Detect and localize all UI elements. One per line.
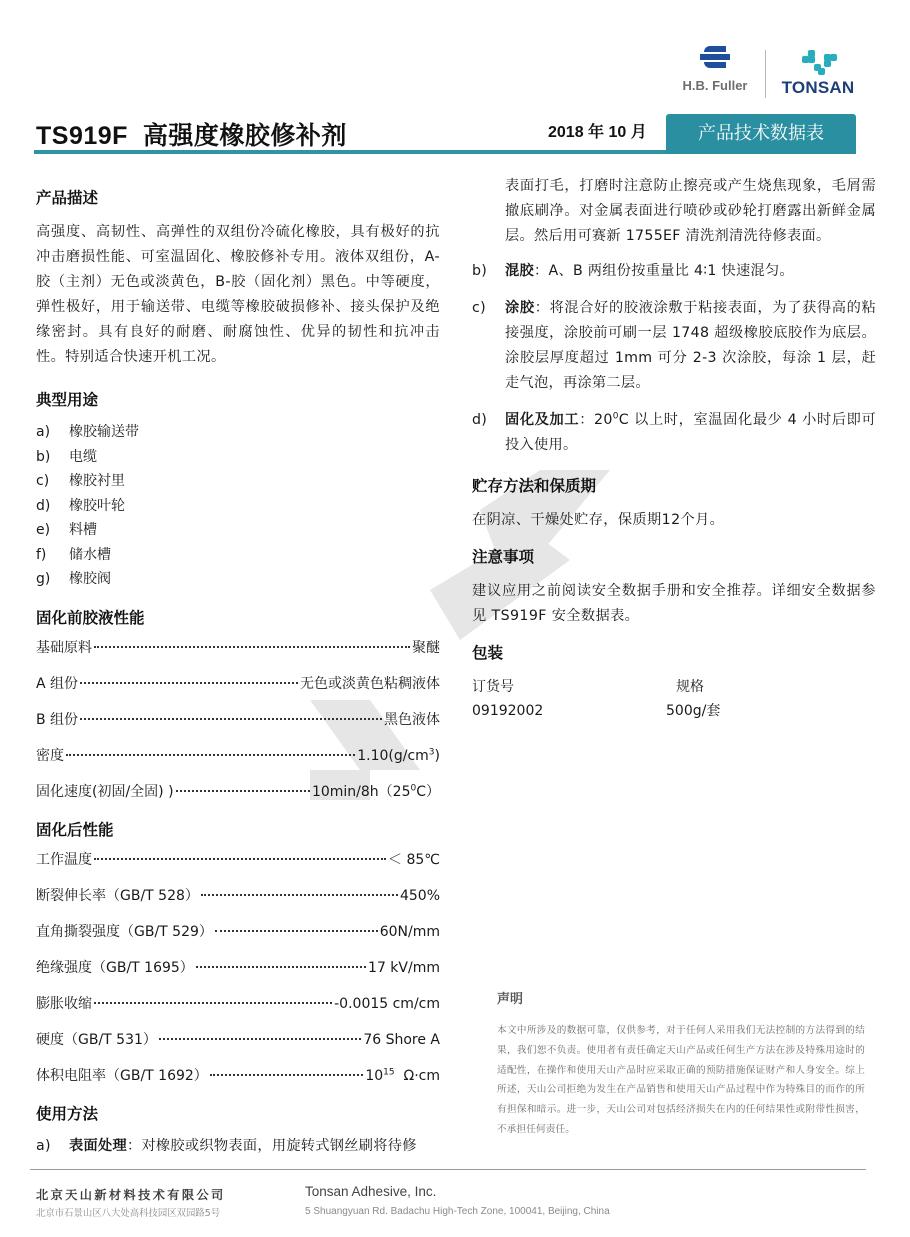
list-text: 电缆: [69, 448, 97, 465]
tonsan-name: TONSAN: [781, 78, 855, 97]
list-item: [36, 445, 440, 470]
packaging-title: 包装: [472, 644, 504, 662]
table-header: 规格: [676, 679, 704, 695]
spec-row: [36, 986, 440, 1022]
list-marker: a): [36, 1137, 51, 1154]
spec-value: 60N/mm: [379, 923, 440, 940]
uncured-spec-list: [36, 630, 440, 810]
method-item: [472, 408, 876, 458]
method-text: 固化及加工：$20^0C$ 以上时，室温固化最少 4 小时后即可投入使用。: [505, 411, 876, 453]
hbfuller-logo: [670, 46, 760, 93]
notes-title: 注意事项: [472, 548, 535, 566]
spec-label: 直角撕裂强度（GB/T 529）: [36, 923, 213, 940]
document-title: TS919F 高强度橡胶修补剂: [36, 122, 347, 150]
method-item: [36, 1134, 440, 1159]
dot-leader: [176, 790, 310, 792]
cured-spec-list: [36, 842, 440, 1094]
list-text: 橡胶阀: [69, 571, 111, 587]
spec-row: [36, 1022, 440, 1058]
spec-label: 工作温度: [36, 851, 92, 868]
dot-leader: [80, 718, 382, 720]
table-header: 订货号: [472, 679, 514, 695]
notes-text: 建议应用之前阅读安全数据手册和安全推荐。详细安全数据参见 TS919F 安全数据表。: [472, 583, 876, 624]
storage-title: 贮存方法和保质期: [472, 477, 597, 495]
method-item: [472, 259, 876, 284]
list-marker: b): [36, 448, 51, 465]
uses-list: [36, 420, 440, 592]
dot-leader: [94, 646, 410, 648]
spec-value: 黑色液体: [384, 711, 440, 728]
title-bar: [34, 112, 856, 156]
description-text: 高强度、高韧性、高弹性的双组份冷硫化橡胶，具有极好的抗冲击磨损性能、可室温固化、橡胶修补专用。液体双组份，A-胶（主剂）无色或淡黄色，B-胶（固化剂）黑色。中等硬度，弹性极好，用于输送带、电缆等橡胶破损修补、接头保护及绝缘密封。具有良好的耐磨、耐腐蚀性、优异的韧性和抗冲击性。特别适合快速开机工况。: [36, 224, 440, 365]
list-item: [36, 543, 440, 568]
section-uncured-properties: [36, 606, 440, 810]
spec-value: $10\min/8h(25^0C)$: [311, 782, 440, 800]
spec-value: 17 kV/mm: [368, 959, 440, 976]
hbfuller-mark-icon: [698, 46, 732, 74]
disclaimer-text: 本文中所涉及的数据可靠，仅供参考，对于任何人采用我们无法控制的方法得到的结果，我们恕不负责。使用者有责任确定天山产品或任何生产方法在涉及特殊用途时的适配性，在操作和使用天山产品时应采取正确的预防措施保证财产和人身安全。综上所述，天山公司拒绝为发生在产品销售和使用天山产品过程中作为特殊目的而作的所有担保和暗示。进一步，天山公司对包括经济损失在内的任何结果性或附带性损害，不承担任何责任。: [497, 1025, 865, 1135]
spec-label: 绝缘强度（GB/T 1695）: [36, 959, 194, 976]
spec-value: -0.0015 cm/cm: [334, 995, 440, 1012]
table-cell: 500g/套: [666, 703, 721, 719]
spec-row: [36, 702, 440, 738]
list-text: 橡胶叶轮: [69, 497, 125, 514]
list-marker: a): [36, 424, 51, 440]
list-marker: [472, 174, 505, 249]
description-title: 产品描述: [36, 189, 99, 207]
list-marker: c): [472, 300, 486, 316]
spec-label: 体积电阻率（GB/T 1692）: [36, 1067, 208, 1084]
list-marker: b): [472, 263, 488, 279]
spec-label: B 组份: [36, 711, 79, 728]
title-underline: [34, 150, 666, 154]
table-cell: 09192002: [472, 703, 544, 719]
dot-leader: [80, 682, 298, 684]
spec-row: [36, 842, 440, 878]
footer-address-cn: 北京市石景山区八大处高科技园区双园路5号: [36, 1208, 221, 1219]
spec-row: [36, 630, 440, 666]
section-method: [36, 1102, 440, 1159]
spec-row: [36, 666, 440, 702]
hbfuller-name: H.B. Fuller: [682, 78, 748, 93]
spec-row: [36, 774, 440, 810]
dot-leader: [66, 754, 355, 756]
method-text: 混胶：A、B 两组份按重量比 4∶1 快速混匀。: [505, 263, 794, 279]
method-title: 使用方法: [36, 1104, 99, 1123]
list-marker: g): [36, 571, 51, 587]
spec-label: 密度: [36, 747, 64, 764]
list-text: 储水槽: [69, 546, 111, 563]
left-column: [36, 186, 440, 1159]
list-item: [36, 518, 440, 543]
list-text: 橡胶衬里: [69, 473, 125, 489]
spec-row: [36, 950, 440, 986]
list-marker: d): [472, 412, 488, 428]
disclaimer-title: 声明: [497, 992, 524, 1007]
list-marker: d): [36, 497, 51, 514]
tonsan-logo: [772, 46, 864, 98]
document-type-tab: 产品技术数据表: [666, 114, 856, 154]
spec-label: 固化速度(初固/全固) ): [36, 783, 174, 800]
uncured-title: 固化前胶液性能: [36, 608, 145, 627]
list-marker: e): [36, 522, 51, 538]
footer-company-en: Tonsan Adhesive, Inc.: [305, 1184, 437, 1199]
list-marker: f): [36, 546, 47, 563]
list-text: 料槽: [69, 522, 97, 538]
list-item: [36, 420, 440, 445]
dot-leader: [196, 966, 366, 968]
disclaimer: [497, 988, 865, 1140]
spec-row: [36, 914, 440, 950]
spec-value: 76 Shore A: [363, 1031, 440, 1048]
spec-row: [36, 878, 440, 914]
footer-address-en: 5 Shuangyuan Rd. Badachu High-Tech Zone, 100041, Beijing, China: [305, 1206, 610, 1217]
spec-label: 基础原料: [36, 639, 92, 656]
footer-company-cn: 北京天山新材料技术有限公司: [36, 1188, 226, 1202]
dot-leader: [94, 858, 386, 860]
method-item: [472, 296, 876, 396]
spec-label: 硬度（GB/T 531）: [36, 1031, 157, 1048]
right-column: [472, 174, 876, 735]
spec-value: ＜ 85℃: [388, 851, 440, 868]
tonsan-mark-icon: [798, 46, 838, 76]
spec-value: 聚醚: [412, 639, 440, 656]
dot-leader: [215, 930, 378, 932]
packaging-table: [472, 675, 876, 723]
spec-value: 450%: [399, 887, 440, 904]
list-marker: c): [36, 473, 50, 489]
list-item: [36, 567, 440, 592]
storage-text: 在阴凉、干燥处贮存，保质期12个月。: [472, 512, 725, 528]
spec-row: [36, 738, 440, 774]
section-storage: [472, 474, 876, 533]
list-item: [36, 469, 440, 494]
list-text: 橡胶输送带: [69, 424, 139, 440]
spec-label: A 组份: [36, 675, 79, 692]
document-date: 2018 年 10 月: [548, 124, 647, 141]
section-notes: [472, 545, 876, 629]
dot-leader: [94, 1002, 332, 1004]
header-logos: [668, 44, 868, 100]
dot-leader: [159, 1038, 361, 1040]
spec-value: $10^{15}$ Ω·cm: [365, 1066, 440, 1084]
spec-value: $1.10(g/cm^3)$: [357, 746, 440, 764]
method-text: 表面打毛，打磨时注意防止擦亮或产生烧焦现象，毛屑需撤底刷净。对金属表面进行喷砂或砂轮打磨露出新鲜金属层。然后用可赛新 1755EF 清洗剂清洗待修表面。: [505, 178, 876, 244]
section-description: [36, 186, 440, 370]
uses-title: 典型用途: [36, 391, 99, 409]
spec-value: 无色或淡黄色粘稠液体: [300, 675, 440, 692]
method-text: 表面处理：对橡胶或织物表面，用旋转式钢丝刷将待修: [69, 1137, 417, 1154]
spec-label: 膨胀收缩: [36, 995, 92, 1012]
method-text: 涂胶：将混合好的胶液涂敷于粘接表面，为了获得高的粘接强度，涂胶前可刷一层 1748 超级橡胶底胶作为底层。涂胶层厚度超过 1mm 可分 2-3 次涂胶，每涂 1 层，赶走气泡，再涂第二层。: [505, 300, 876, 391]
cured-title: 固化后性能: [36, 820, 114, 839]
spec-row: [36, 1058, 440, 1094]
list-item: [36, 494, 440, 519]
section-cured-properties: [36, 818, 440, 1094]
spec-label: 断裂伸长率（GB/T 528）: [36, 887, 199, 904]
dot-leader: [201, 894, 398, 896]
logo-divider: [765, 50, 766, 98]
section-uses: [36, 388, 440, 592]
dot-leader: [210, 1074, 364, 1076]
footer-divider: [30, 1169, 866, 1170]
method-item-continued: [472, 174, 876, 249]
section-packaging: [472, 641, 876, 723]
